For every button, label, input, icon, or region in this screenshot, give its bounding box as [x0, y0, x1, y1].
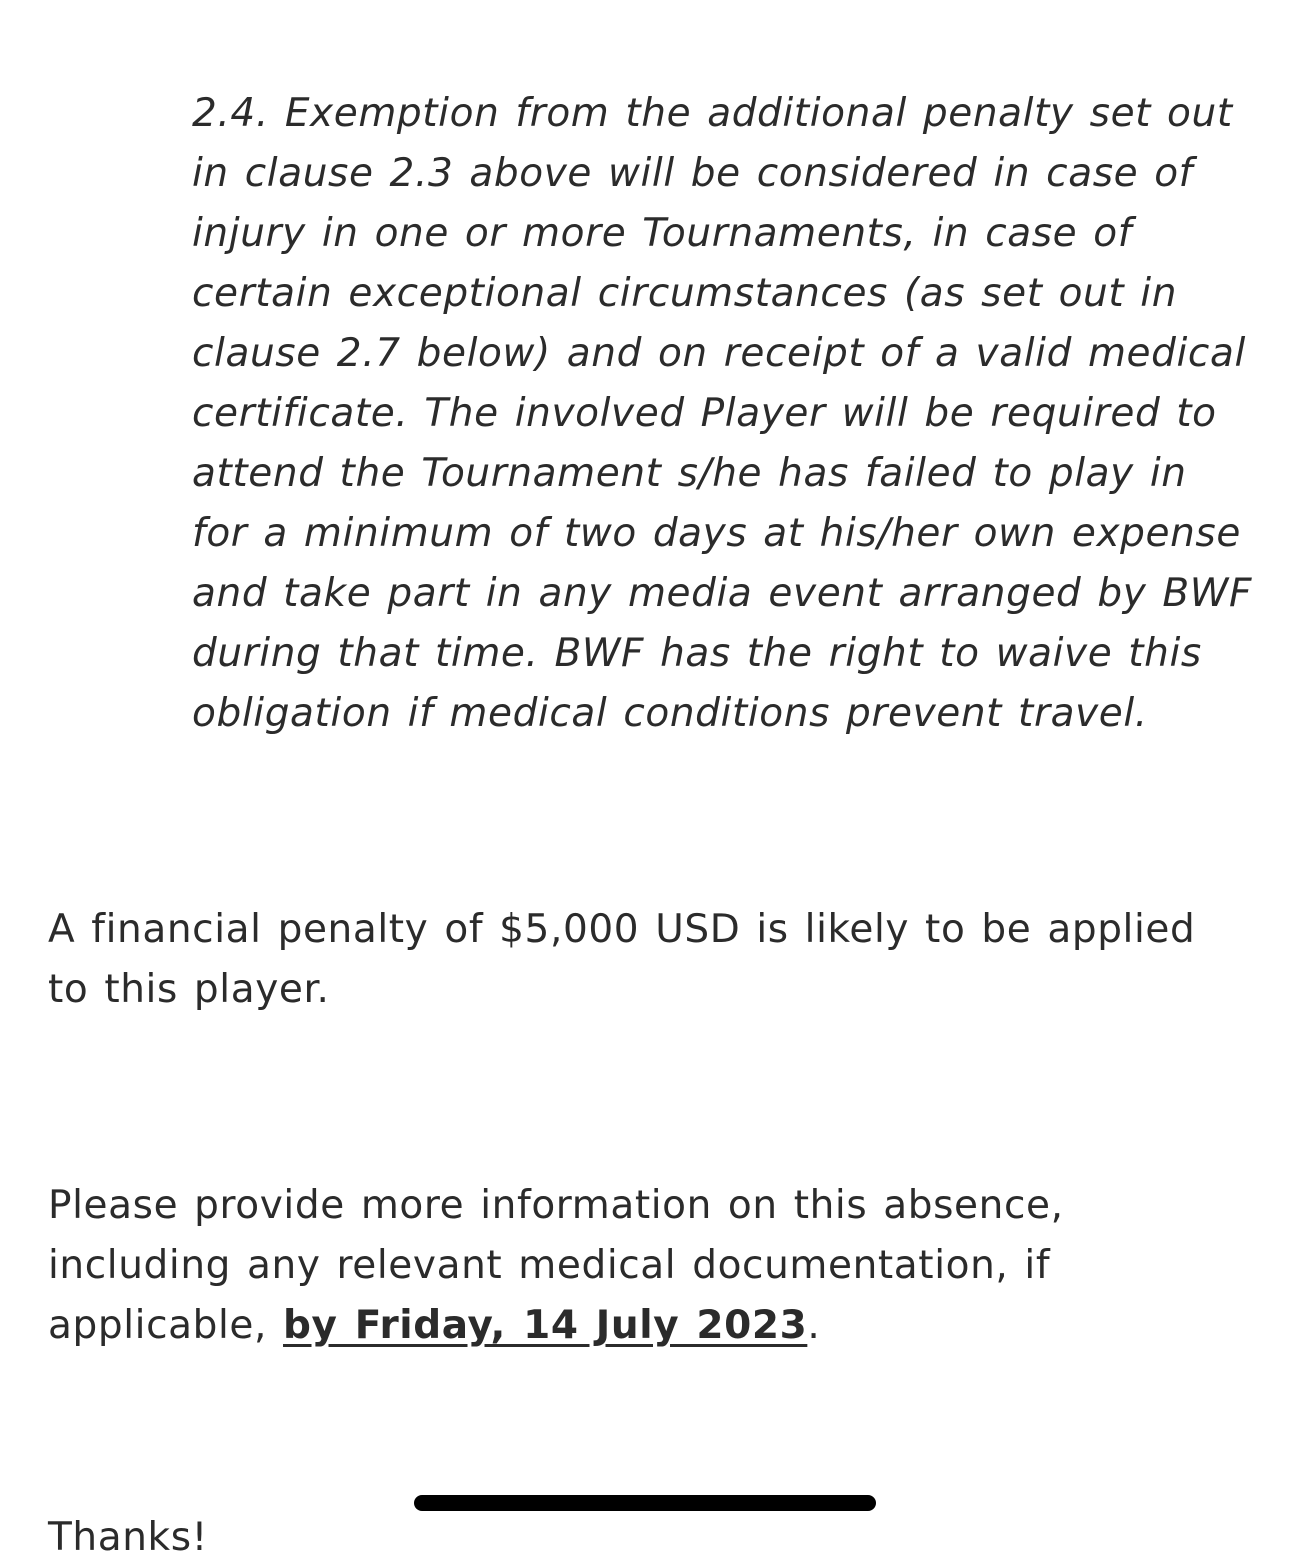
quoted-clause: 2.4. Exemption from the additional penalty set out in clause 2.3 above will be considered in case of injury in one or more Tournaments, in case of certain exceptional circumstances (as set out in clause 2.7 below) and on receipt of a valid medical certificate. The involved Player will be required to attend the Tournament s/he has failed to play in for a minimum of two days at his/her own expense and take part in any media event arranged by BWF during that time. BWF has the right to waive this obligation if medical conditions prevent travel.: [192, 91, 1252, 736]
penalty-paragraph: A financial penalty of $5,000 USD is likely to be applied to this player.: [48, 907, 1196, 1012]
request-paragraph: [48, 1176, 1248, 1356]
request-text: Please provide more information on this absence, including any relevant medical documentation, if applicable,: [48, 1183, 1064, 1348]
home-indicator[interactable]: [414, 1495, 876, 1511]
deadline-text: by Friday, 14 July 2023: [283, 1303, 808, 1348]
request-end: .: [807, 1303, 821, 1348]
closing-text: Thanks!: [48, 1515, 208, 1560]
